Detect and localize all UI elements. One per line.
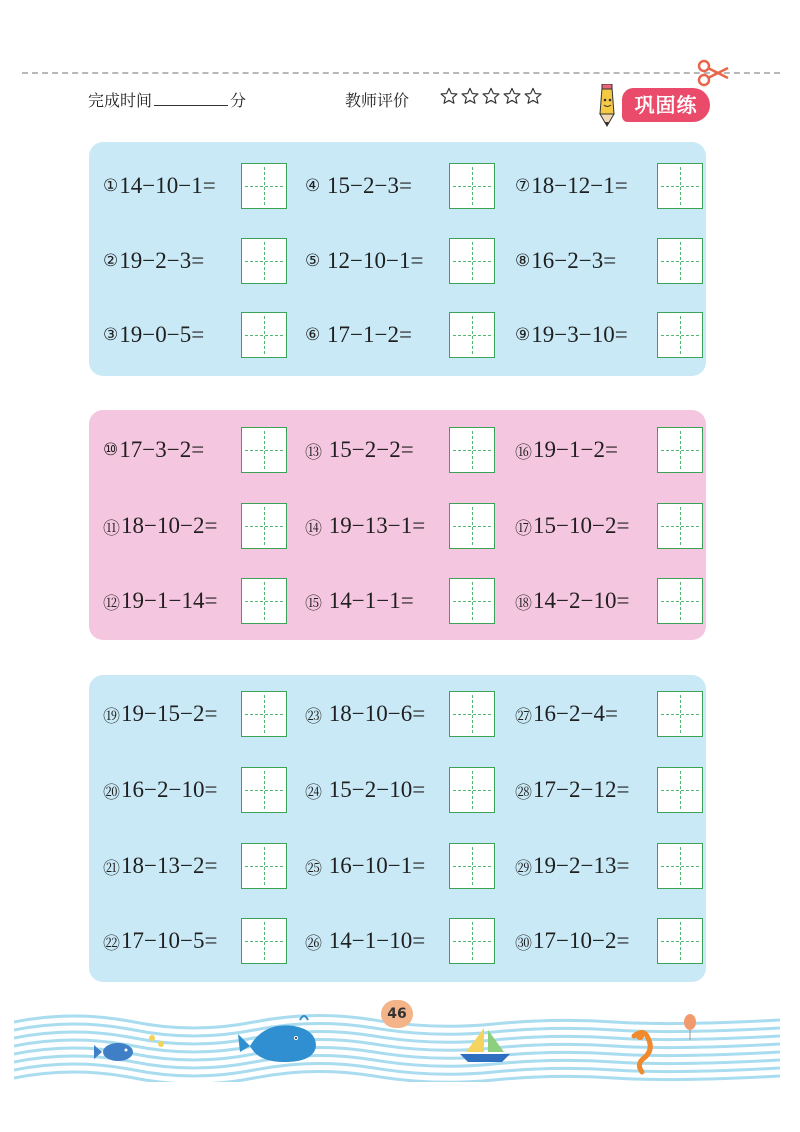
star-icon[interactable] xyxy=(440,87,458,105)
problem-number: ⑳ xyxy=(103,782,120,803)
problem xyxy=(305,502,425,550)
answer-box[interactable] xyxy=(241,427,287,473)
problem-number: ㉙ xyxy=(515,858,532,879)
problem-expression: 17−10−2= xyxy=(533,928,630,953)
time-label: 完成时间 xyxy=(88,91,153,110)
problem-expression: 16−2−3= xyxy=(531,248,617,273)
problem xyxy=(515,237,616,285)
problem xyxy=(305,311,412,359)
time-unit: 分 xyxy=(230,91,247,110)
answer-box[interactable] xyxy=(449,238,495,284)
answer-box[interactable] xyxy=(657,843,703,889)
problem-expression: 16−2−4= xyxy=(533,701,618,726)
problem xyxy=(515,917,629,965)
completion-time xyxy=(88,88,246,111)
answer-box[interactable] xyxy=(449,691,495,737)
problem xyxy=(305,842,425,890)
problem-expression: 14−10−1= xyxy=(119,173,216,198)
problem xyxy=(515,577,629,625)
problem xyxy=(515,162,628,210)
problem xyxy=(305,690,425,738)
star-icon[interactable] xyxy=(503,87,521,105)
problem-number: ⑦ xyxy=(515,176,531,196)
answer-box[interactable] xyxy=(449,843,495,889)
time-blank[interactable] xyxy=(154,91,228,106)
answer-box[interactable] xyxy=(657,163,703,209)
answer-box[interactable] xyxy=(241,238,287,284)
star-icon[interactable] xyxy=(524,87,542,105)
problem-expression: 19−15−2= xyxy=(121,701,218,726)
problem xyxy=(103,311,204,359)
answer-box[interactable] xyxy=(657,918,703,964)
problem-number: ⑧ xyxy=(515,251,531,271)
problem-number: ⑰ xyxy=(515,518,532,539)
problem-number: ⑭ xyxy=(305,518,322,539)
answer-box[interactable] xyxy=(241,918,287,964)
problem-expression: 18−10−2= xyxy=(121,513,218,538)
problem-number: ⑮ xyxy=(305,593,322,614)
problem-number: ㉗ xyxy=(515,706,532,727)
problem-expression: 14−1−1= xyxy=(323,588,414,613)
rating-stars xyxy=(440,87,542,105)
problem-number: ㉔ xyxy=(305,782,322,803)
problem-expression: 19−0−5= xyxy=(119,322,205,347)
problem xyxy=(103,577,217,625)
answer-box[interactable] xyxy=(241,578,287,624)
section-badge xyxy=(592,84,722,130)
problem xyxy=(305,577,414,625)
badge-label: 巩固练 xyxy=(622,88,710,122)
problem xyxy=(305,766,425,814)
answer-box[interactable] xyxy=(449,918,495,964)
problem-number: ⑫ xyxy=(103,593,120,614)
problem xyxy=(103,237,204,285)
answer-box[interactable] xyxy=(657,503,703,549)
problem-expression: 15−2−3= xyxy=(321,173,412,198)
problem-expression: 15−2−10= xyxy=(323,777,426,802)
answer-box[interactable] xyxy=(449,312,495,358)
problem-expression: 12−10−1= xyxy=(321,248,424,273)
problem xyxy=(305,917,425,965)
problem-expression: 19−1−2= xyxy=(533,437,618,462)
problem-number: ㉘ xyxy=(515,782,532,803)
answer-box[interactable] xyxy=(241,691,287,737)
exercise-panel-3 xyxy=(89,675,706,982)
problem-number: ④ xyxy=(305,176,321,196)
problem xyxy=(305,162,412,210)
problem-expression: 14−1−10= xyxy=(323,928,426,953)
problem xyxy=(103,162,216,210)
answer-box[interactable] xyxy=(449,767,495,813)
problem xyxy=(515,690,618,738)
problem-number: ⑩ xyxy=(103,440,119,460)
answer-box[interactable] xyxy=(449,503,495,549)
problem-number: ㉚ xyxy=(515,933,532,954)
problem-number: ⑤ xyxy=(305,251,321,271)
problem xyxy=(103,502,217,550)
problem-number: ⑪ xyxy=(103,518,120,539)
problem-expression: 19−13−1= xyxy=(323,513,426,538)
answer-box[interactable] xyxy=(657,578,703,624)
problem-number: ⑲ xyxy=(103,706,120,727)
cut-line xyxy=(22,72,780,74)
problem-number: ③ xyxy=(103,325,119,345)
problem-number: ㉑ xyxy=(103,858,120,879)
answer-box[interactable] xyxy=(241,312,287,358)
problem xyxy=(515,502,629,550)
problem xyxy=(103,842,217,890)
problem xyxy=(515,311,628,359)
problem-expression: 18−12−1= xyxy=(531,173,628,198)
answer-box[interactable] xyxy=(657,427,703,473)
problem xyxy=(515,842,629,890)
problem xyxy=(305,237,423,285)
balloon-icon xyxy=(684,1014,696,1040)
problem-number: ⑯ xyxy=(515,442,532,463)
answer-box[interactable] xyxy=(657,691,703,737)
answer-box[interactable] xyxy=(241,767,287,813)
problem-number: ㉖ xyxy=(305,933,322,954)
answer-box[interactable] xyxy=(241,503,287,549)
answer-box[interactable] xyxy=(449,427,495,473)
problem-expression: 15−2−2= xyxy=(323,437,414,462)
problem xyxy=(305,426,414,474)
problem-number: ㉓ xyxy=(305,706,322,727)
teacher-evaluation-label: 教师评价 xyxy=(345,91,410,110)
problem-expression: 19−2−13= xyxy=(533,853,630,878)
problem-expression: 19−1−14= xyxy=(121,588,218,613)
problem xyxy=(103,766,217,814)
problem-expression: 15−10−2= xyxy=(533,513,630,538)
answer-box[interactable] xyxy=(241,843,287,889)
answer-box[interactable] xyxy=(449,578,495,624)
problem-expression: 19−2−3= xyxy=(119,248,205,273)
star-icon[interactable] xyxy=(482,87,500,105)
exercise-panel-1 xyxy=(89,142,706,376)
problem-expression: 19−3−10= xyxy=(531,322,628,347)
problem-number: ⑨ xyxy=(515,325,531,345)
answer-box[interactable] xyxy=(657,767,703,813)
answer-box[interactable] xyxy=(657,312,703,358)
problem-expression: 18−10−6= xyxy=(323,701,426,726)
problem-number: ⑱ xyxy=(515,593,532,614)
star-icon[interactable] xyxy=(461,87,479,105)
answer-box[interactable] xyxy=(657,238,703,284)
problem-number: ① xyxy=(103,176,119,196)
problem-number: ㉒ xyxy=(103,933,120,954)
problem-number: ⑥ xyxy=(305,325,321,345)
problem xyxy=(103,690,217,738)
exercise-panel-2 xyxy=(89,410,706,640)
problem-number: ② xyxy=(103,251,119,271)
problem-expression: 16−2−10= xyxy=(121,777,218,802)
problem-expression: 17−3−2= xyxy=(119,437,205,462)
problem-expression: 17−10−5= xyxy=(121,928,218,953)
problem-expression: 16−10−1= xyxy=(323,853,426,878)
problem-number: ⑬ xyxy=(305,442,322,463)
page-number: 46 xyxy=(381,1000,413,1028)
problem xyxy=(515,766,629,814)
problem-number: ㉕ xyxy=(305,858,322,879)
problem-expression: 14−2−10= xyxy=(533,588,630,613)
answer-box[interactable] xyxy=(241,163,287,209)
answer-box[interactable] xyxy=(449,163,495,209)
problem-expression: 17−2−12= xyxy=(533,777,630,802)
problem xyxy=(515,426,618,474)
problem xyxy=(103,917,217,965)
problem xyxy=(103,426,204,474)
problem-expression: 18−13−2= xyxy=(121,853,218,878)
problem-expression: 17−1−2= xyxy=(321,322,412,347)
